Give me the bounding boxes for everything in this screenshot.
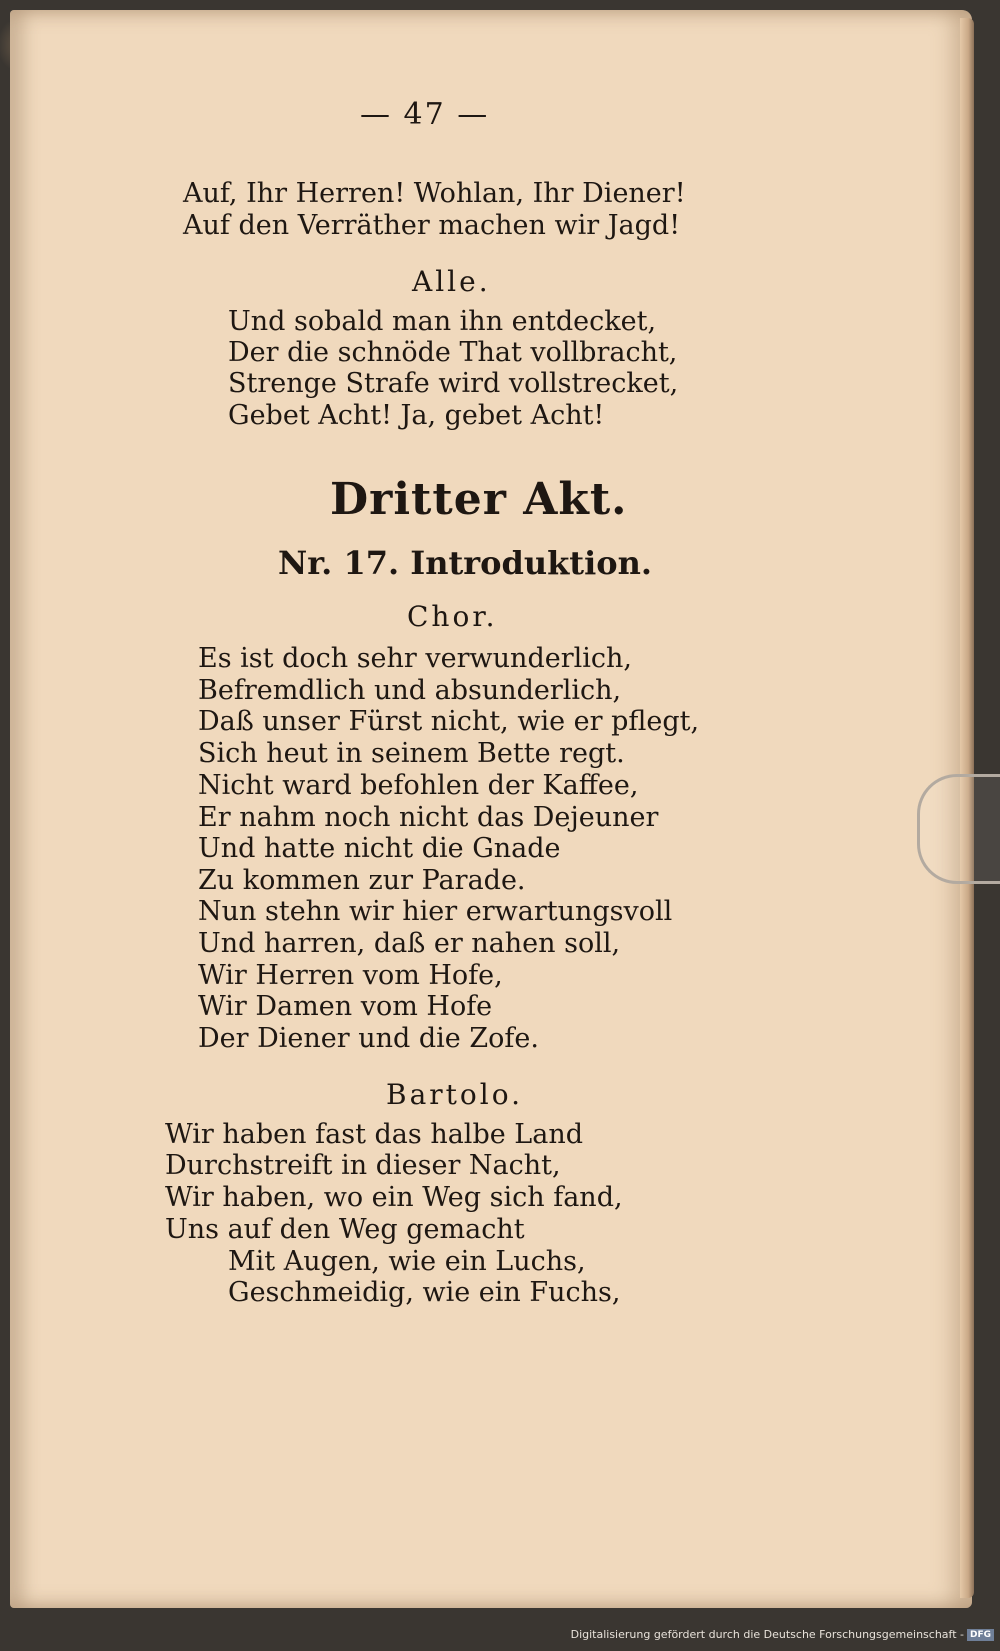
- verse-line: Uns auf den Weg gemacht: [165, 1214, 525, 1245]
- verse-line: Gebet Acht! Ja, gebet Acht!: [228, 400, 605, 431]
- speaker-name: Chor.: [407, 600, 498, 633]
- verse-line: Er nahm noch nicht das Dejeuner: [198, 802, 659, 833]
- verse-line: Wir Herren vom Hofe,: [198, 960, 503, 991]
- verse-line: Geschmeidig, wie ein Fuchs,: [228, 1277, 621, 1308]
- verse-line: Auf, Ihr Herren! Wohlan, Ihr Diener!: [183, 178, 686, 209]
- verse-line: Nun stehn wir hier erwartungsvoll: [198, 896, 673, 927]
- verse-line: Und sobald man ihn entdecket,: [228, 306, 657, 337]
- speaker-name: Alle.: [412, 265, 491, 298]
- verse-line: Der Diener und die Zofe.: [198, 1023, 539, 1054]
- verse-line: Daß unser Fürst nicht, wie er pflegt,: [198, 706, 700, 737]
- verse-line: Sich heut in seinem Bette regt.: [198, 738, 625, 769]
- verse-line: Nicht ward befohlen der Kaffee,: [198, 770, 639, 801]
- verse-line: Zu kommen zur Parade.: [198, 865, 526, 896]
- verse-line: Befremdlich und absunderlich,: [198, 675, 622, 706]
- page-number: — 47 —: [360, 97, 490, 132]
- act-heading: Dritter Akt.: [330, 474, 628, 525]
- verse-line: Strenge Strafe wird vollstrecket,: [228, 368, 679, 399]
- verse-line: Und harren, daß er nahen soll,: [198, 928, 621, 959]
- credit-text: Digitalisierung gefördert durch die Deutsche Forschungsgemeinschaft -: [570, 1628, 964, 1641]
- verse-line: Wir haben fast das halbe Land: [165, 1119, 583, 1150]
- page-clip-mark: [917, 774, 1000, 884]
- number-heading: Nr. 17. Introduktion.: [278, 544, 652, 582]
- verse-line: Wir Damen vom Hofe: [198, 991, 493, 1022]
- digitization-credit: [0, 1628, 994, 1641]
- verse-line: Wir haben, wo ein Weg sich fand,: [165, 1182, 623, 1213]
- dfg-logo: DFG: [967, 1629, 994, 1641]
- verse-line: Es ist doch sehr verwunderlich,: [198, 643, 632, 674]
- verse-line: Und hatte nicht die Gnade: [198, 833, 561, 864]
- verse-line: Mit Augen, wie ein Luchs,: [228, 1246, 586, 1277]
- verse-line: Durchstreift in dieser Nacht,: [165, 1150, 561, 1181]
- speaker-name: Bartolo.: [386, 1078, 523, 1111]
- verse-line: Auf den Verräther machen wir Jagd!: [183, 210, 681, 241]
- verse-line: Der die schnöde That vollbracht,: [228, 337, 678, 368]
